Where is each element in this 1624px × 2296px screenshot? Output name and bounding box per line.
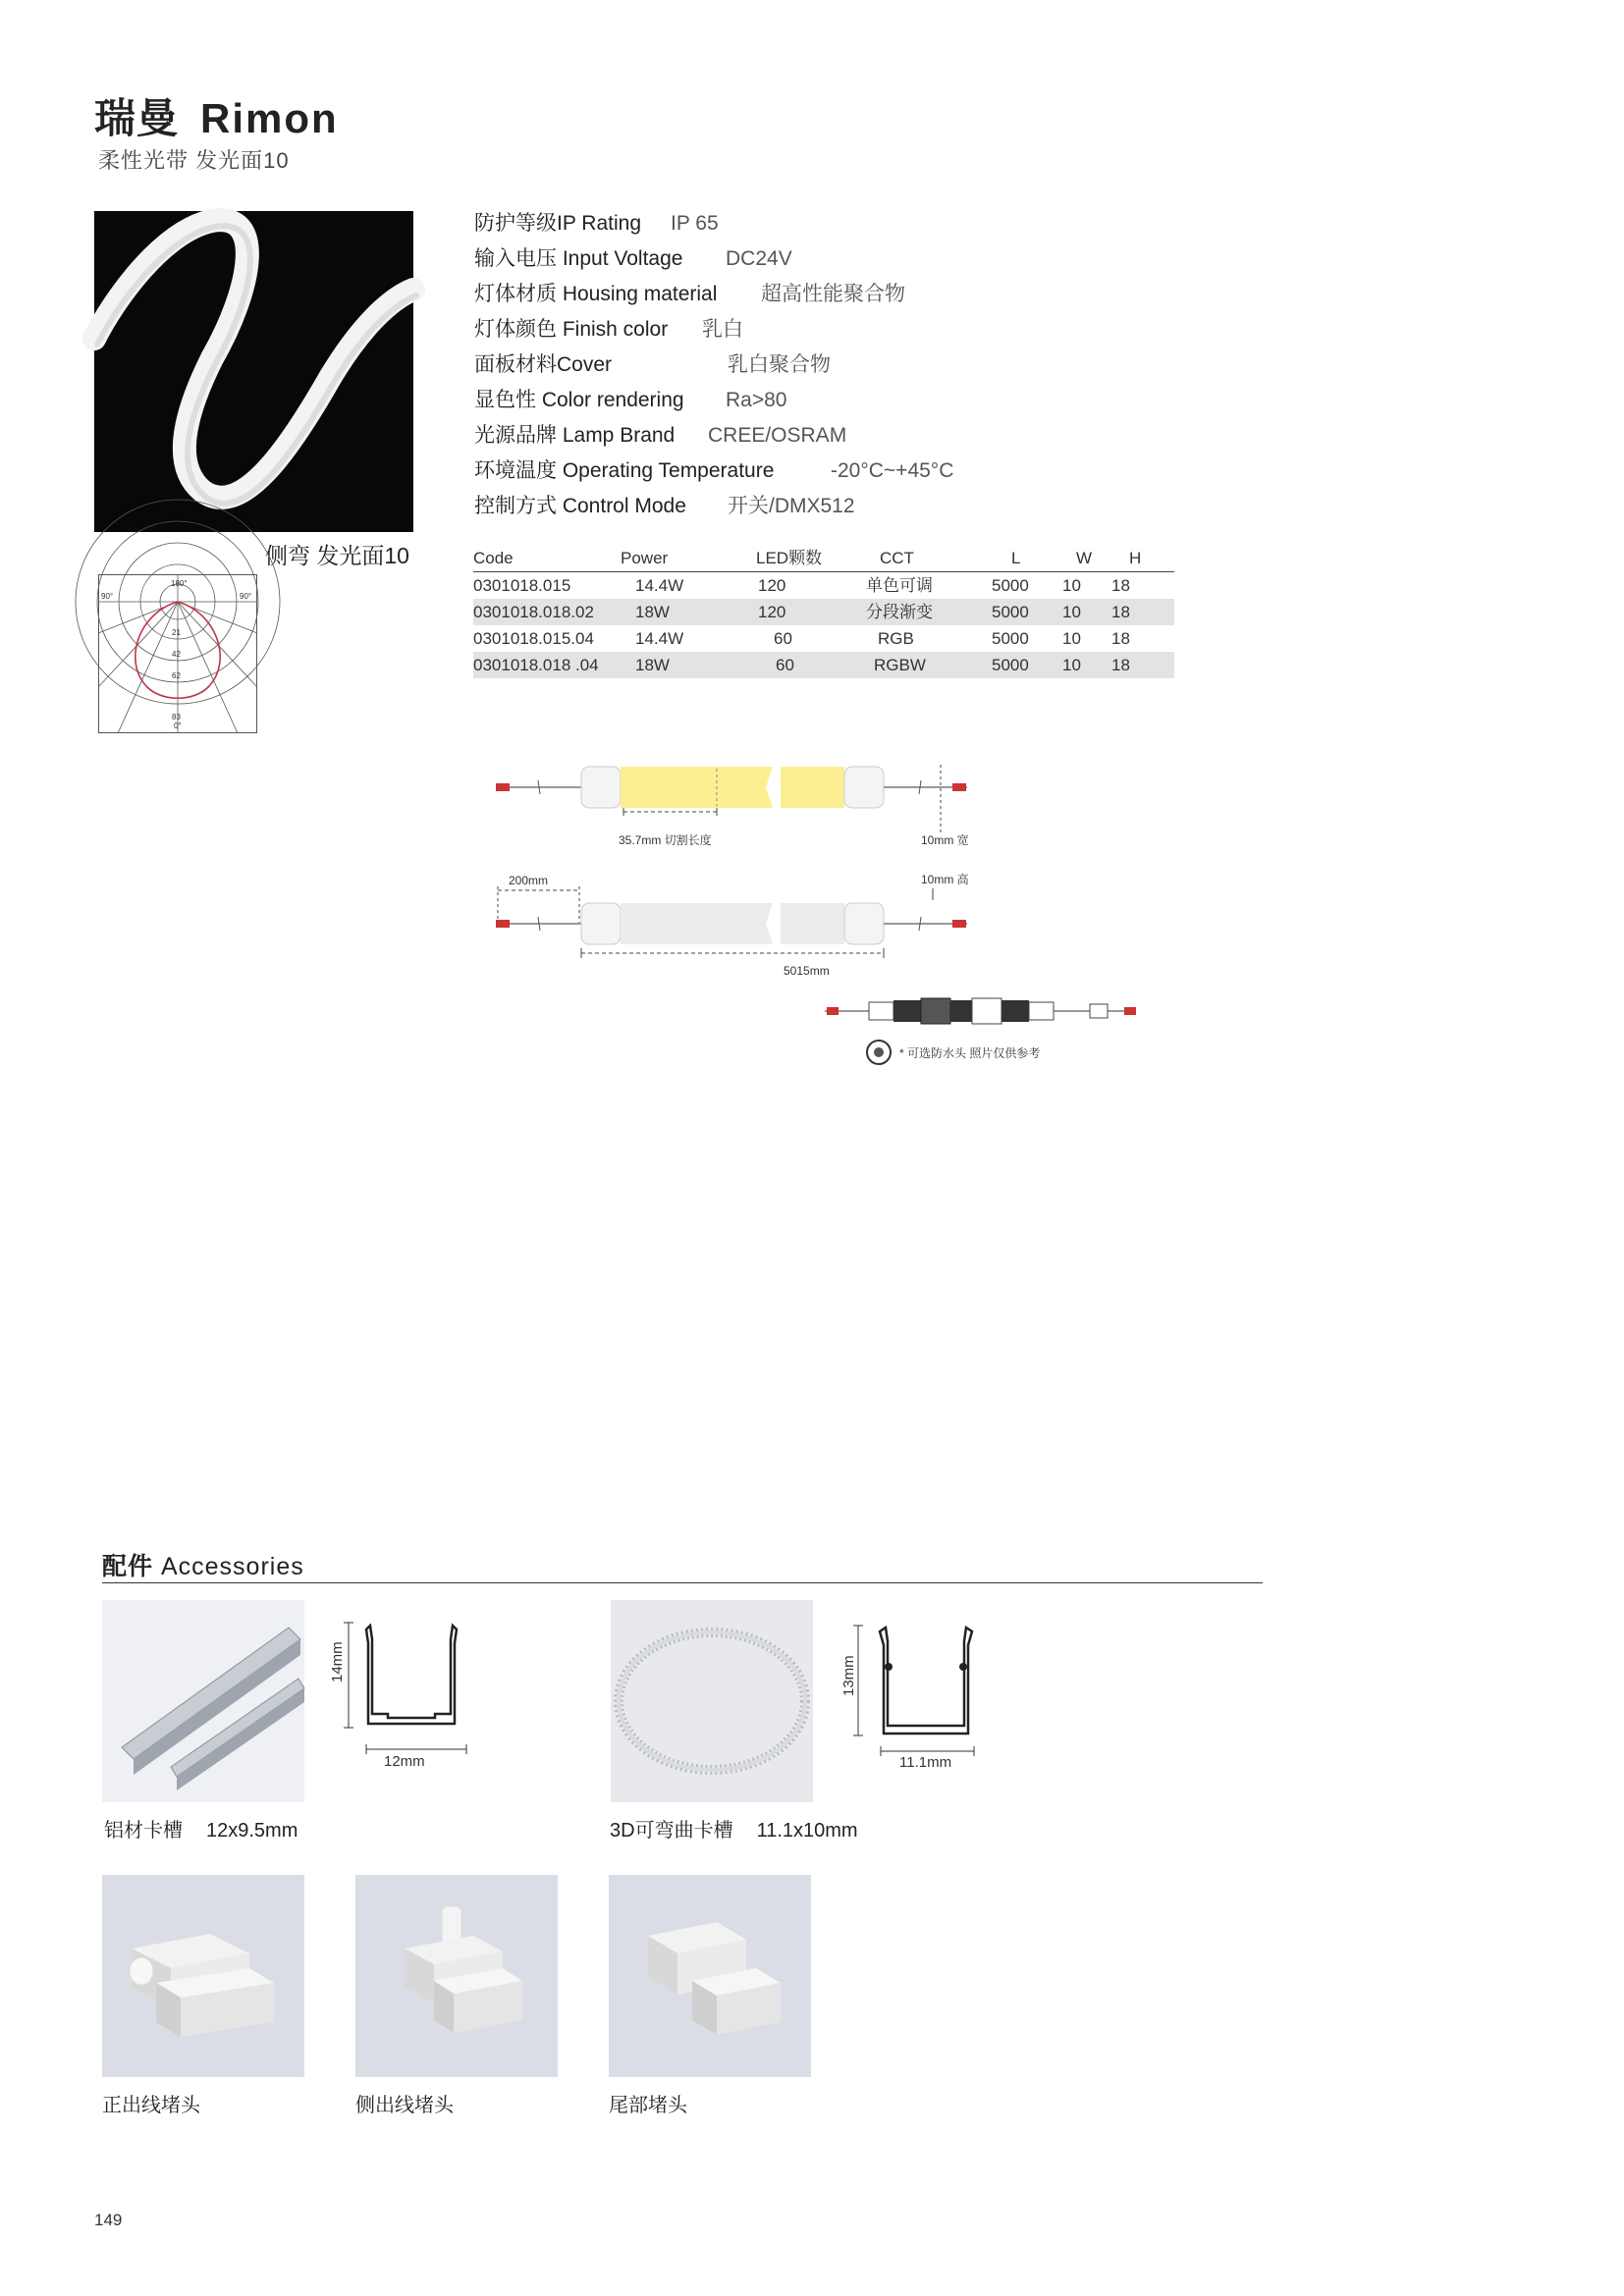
spec-row xyxy=(474,277,905,312)
header-power: Power xyxy=(621,549,669,567)
tail-end-cap-caption: 尾部堵头 xyxy=(609,2095,687,2116)
front-end-cap-caption: 正出线堵头 xyxy=(102,2095,200,2116)
spec-label: 防护等级IP Rating xyxy=(474,212,641,235)
side-end-cap-photo xyxy=(355,1875,558,2077)
cell-cct: RGBW xyxy=(874,656,926,674)
cell-l: 5000 xyxy=(992,656,1029,674)
cell-power: 18W xyxy=(635,603,670,621)
code-table xyxy=(473,546,1174,678)
polar-label-top: 180° xyxy=(171,579,188,588)
waterproof-connector xyxy=(825,998,1136,1064)
spec-value: 乳白聚合物 xyxy=(728,353,831,376)
spec-label: 输入电压 Input Voltage xyxy=(474,247,683,270)
product-photo xyxy=(94,211,413,532)
spec-row xyxy=(474,312,774,347)
accessories-divider xyxy=(102,1582,1263,1583)
spec-value: -20°C~+45°C xyxy=(831,459,954,482)
accessories-title-cn: 配件 xyxy=(102,1553,154,1580)
cell-code: 0301018.015.04 xyxy=(473,629,594,648)
cell-w: 10 xyxy=(1062,656,1081,674)
header-code: Code xyxy=(473,549,514,567)
header-l: L xyxy=(1011,549,1021,567)
bendable-channel-profile xyxy=(837,1618,994,1771)
spec-value: CREE/OSRAM xyxy=(708,424,847,447)
width-label: 10mm 宽 xyxy=(921,833,969,847)
front-end-cap-photo xyxy=(102,1875,304,2077)
header-w: W xyxy=(1076,549,1093,567)
page-number: 149 xyxy=(94,2211,123,2229)
spec-value: 开关/DMX512 xyxy=(728,495,855,517)
lead-length-label: 200mm xyxy=(509,874,549,887)
cell-code: 0301018.018.02 xyxy=(473,603,594,621)
title-cn: 瑞曼 xyxy=(94,95,180,141)
aluminum-channel-profile xyxy=(329,1618,476,1770)
aluminum-channel-caption xyxy=(104,1814,298,1842)
polar-label-left: 90° xyxy=(101,592,114,601)
cell-code: 0301018.018 .04 xyxy=(473,656,599,674)
bendable-channel-caption xyxy=(610,1814,858,1842)
length-label: 5015mm xyxy=(784,964,830,978)
aluminum-width-label: 12mm xyxy=(384,1753,425,1770)
accessory-dim: 12x9.5mm xyxy=(206,1820,298,1842)
table-row xyxy=(473,625,1174,652)
polar-light-diagram xyxy=(98,574,257,733)
polar-label-83: 83 xyxy=(172,713,181,721)
title-en: Rimon xyxy=(200,95,339,141)
dimension-drawing xyxy=(481,751,1149,1080)
strip-bottom xyxy=(496,872,969,978)
cell-cct: RGB xyxy=(878,629,914,648)
cell-w: 10 xyxy=(1062,603,1081,621)
side-end-cap-caption: 侧出线堵头 xyxy=(355,2095,454,2116)
spec-row xyxy=(474,454,954,489)
polar-label-21: 21 xyxy=(172,628,181,637)
led-strip-illustration xyxy=(94,211,413,532)
polar-label-right: 90° xyxy=(240,592,252,601)
aluminum-height-label: 14mm xyxy=(329,1641,346,1682)
page-subtitle: 柔性光带 发光面10 xyxy=(98,148,290,173)
cell-h: 18 xyxy=(1111,629,1130,648)
header-cct: CCT xyxy=(880,549,914,567)
accessory-dim: 11.1x10mm xyxy=(756,1820,858,1842)
spec-label: 面板材料Cover xyxy=(474,353,613,376)
cell-power: 14.4W xyxy=(635,576,684,595)
cell-led: 120 xyxy=(758,603,786,621)
header-h: H xyxy=(1129,549,1142,567)
spec-label: 控制方式 Control Mode xyxy=(474,495,686,517)
cell-h: 18 xyxy=(1111,656,1130,674)
spec-row xyxy=(474,347,831,383)
spec-label: 灯体颜色 Finish color xyxy=(474,318,669,341)
code-table-header xyxy=(473,546,1174,572)
polar-label-62: 62 xyxy=(172,671,181,680)
height-label: 10mm 高 xyxy=(921,873,969,886)
spec-row xyxy=(474,383,787,418)
table-row xyxy=(473,572,1174,599)
cell-w: 10 xyxy=(1062,576,1081,595)
bendable-channel-photo xyxy=(611,1600,813,1802)
polar-label-42: 42 xyxy=(172,650,181,659)
cell-led: 60 xyxy=(774,629,792,648)
cell-led: 60 xyxy=(776,656,794,674)
tail-end-cap-photo xyxy=(609,1875,811,2077)
cell-l: 5000 xyxy=(992,576,1029,595)
cell-h: 18 xyxy=(1111,603,1130,621)
cell-l: 5000 xyxy=(992,629,1029,648)
polar-label-bottom: 0° xyxy=(174,721,182,730)
cell-l: 5000 xyxy=(992,603,1029,621)
spec-label: 光源品牌 Lamp Brand xyxy=(474,424,676,447)
photo-caption: 侧弯 发光面10 xyxy=(265,543,409,568)
accessories-heading xyxy=(102,1547,304,1582)
spec-value: DC24V xyxy=(726,247,792,270)
spec-row xyxy=(474,206,774,241)
spec-row xyxy=(474,418,847,454)
accessory-name: 3D可弯曲卡槽 xyxy=(610,1820,733,1842)
bendable-width-label: 11.1mm xyxy=(899,1754,952,1771)
strip-top xyxy=(496,765,969,847)
cell-w: 10 xyxy=(1062,629,1081,648)
cell-power: 14.4W xyxy=(635,629,684,648)
spec-label: 灯体材质 Housing material xyxy=(474,283,718,305)
bendable-height-label: 13mm xyxy=(840,1655,857,1696)
cell-power: 18W xyxy=(635,656,670,674)
cut-length-label: 35.7mm 切割长度 xyxy=(619,833,712,847)
spec-value: IP 65 xyxy=(671,212,719,235)
connector-note: * 可选防水头 照片仅供参考 xyxy=(899,1046,1041,1060)
cell-code: 0301018.015 xyxy=(473,576,571,595)
spec-row xyxy=(474,489,855,524)
spec-list xyxy=(474,206,954,524)
table-row xyxy=(473,599,1174,625)
aluminum-channel-photo xyxy=(102,1600,304,1802)
spec-label: 环境温度 Operating Temperature xyxy=(474,459,775,482)
cell-led: 120 xyxy=(758,576,786,595)
cell-cct: 分段渐变 xyxy=(866,603,933,621)
spec-value: Ra>80 xyxy=(726,389,787,411)
cell-h: 18 xyxy=(1111,576,1130,595)
accessories-title-en: Accessories xyxy=(160,1553,304,1580)
header-led: LED颗数 xyxy=(756,549,823,567)
spec-value: 乳白 xyxy=(702,318,743,341)
accessory-name: 铝材卡槽 xyxy=(104,1820,183,1842)
page-title xyxy=(94,86,339,145)
cell-cct: 单色可调 xyxy=(866,576,933,595)
spec-value: 超高性能聚合物 xyxy=(761,283,905,305)
spec-label: 显色性 Color rendering xyxy=(474,389,684,411)
table-row xyxy=(473,652,1174,678)
spec-row xyxy=(474,241,792,277)
